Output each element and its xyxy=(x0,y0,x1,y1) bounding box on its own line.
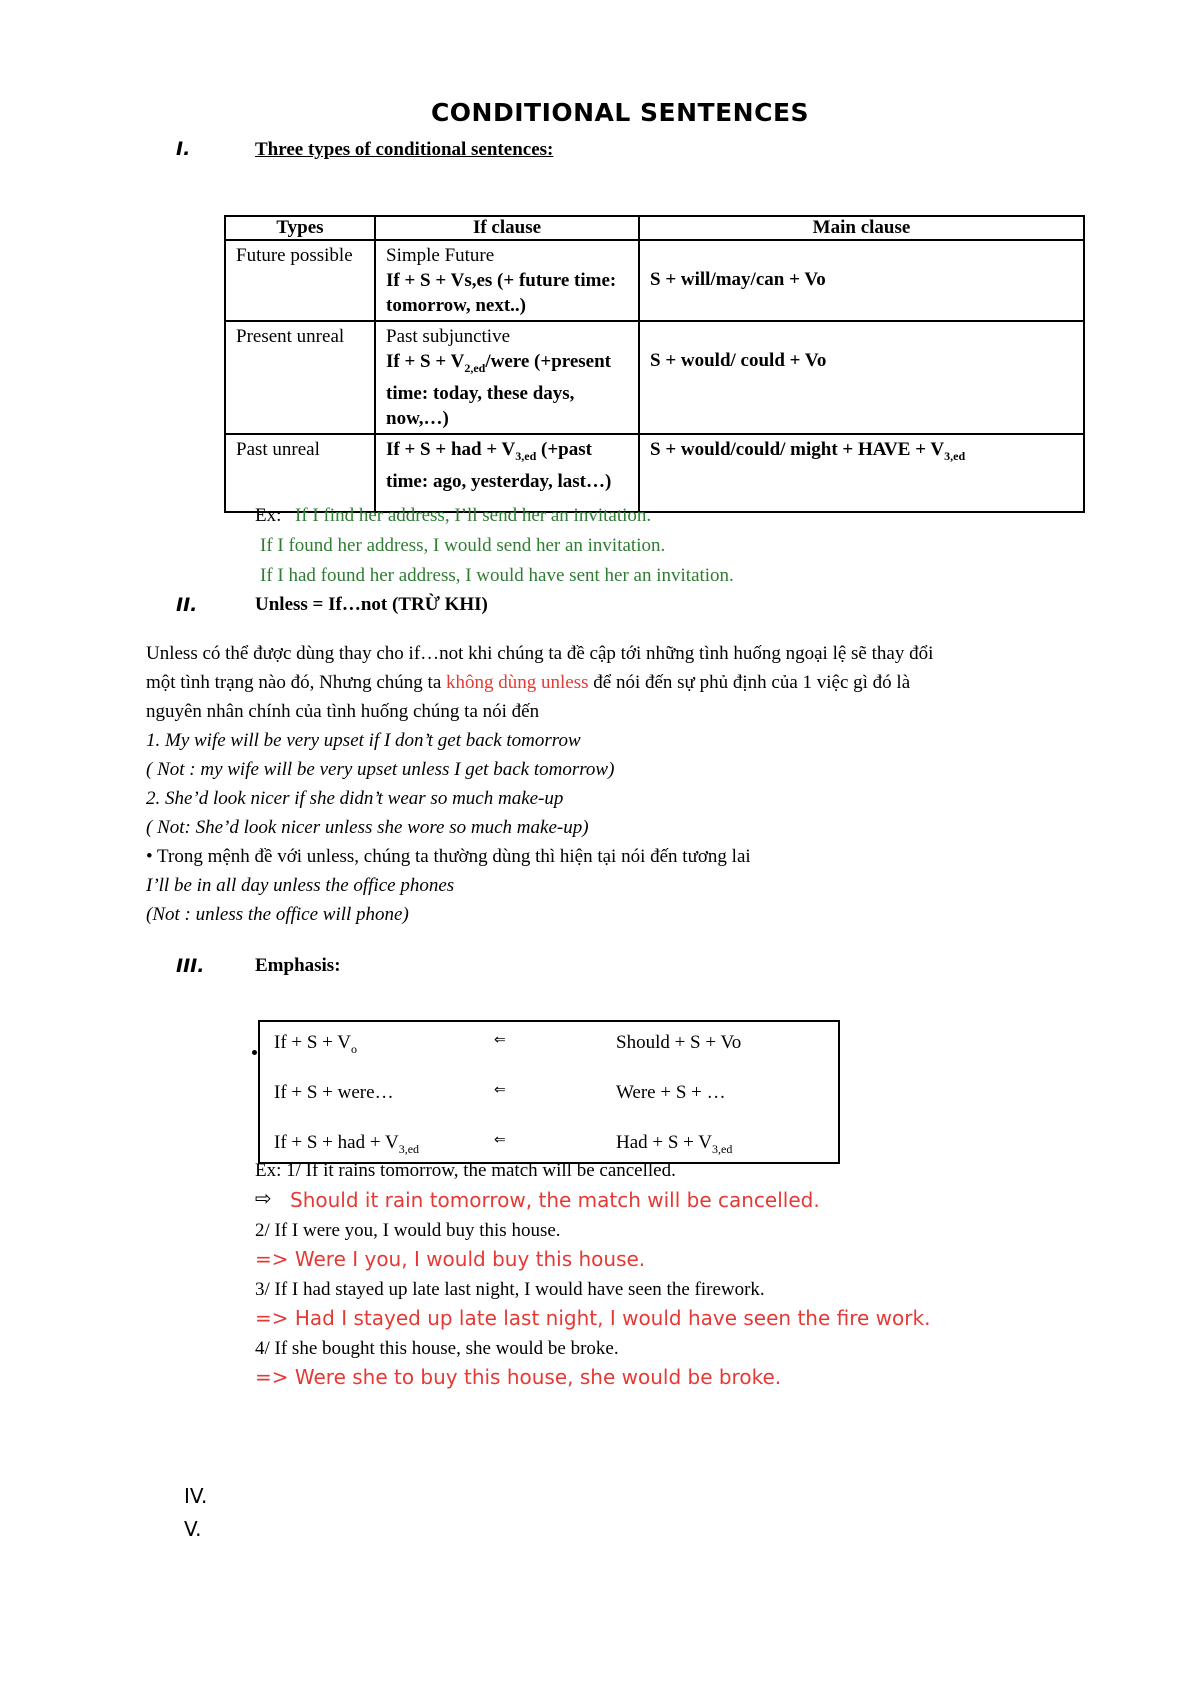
formula-part: Had + S + V xyxy=(616,1132,713,1153)
left-arrow-icon: ⇐ xyxy=(494,1033,506,1048)
formula-subscript: 3,ed xyxy=(515,448,537,463)
emphasis-right xyxy=(616,1082,726,1107)
formula-subscript: 3,ed xyxy=(712,1141,733,1156)
example-line: If I find her address, I’ll send her an invitation. xyxy=(295,505,652,526)
if-clause-title: Past subjunctive xyxy=(386,326,511,347)
if-clause-formula xyxy=(386,349,628,431)
page-title: CONDITIONAL SENTENCES xyxy=(430,98,810,127)
formula-part: Were + S + … xyxy=(616,1082,726,1103)
section-number-5: V. xyxy=(184,1517,202,1541)
section-heading-1: Three types of conditional sentences: xyxy=(255,139,554,160)
emphasis-answer: => Were she to buy this house, she would be broke. xyxy=(255,1365,782,1389)
formula-subscript: 2,ed xyxy=(464,360,486,375)
section-heading-3: Emphasis: xyxy=(255,955,341,976)
if-clause-cell xyxy=(375,434,639,512)
unless-example-note: (Not : unless the office will phone) xyxy=(146,904,409,925)
text-part: một tình trạng nào đó, Nhưng chúng ta xyxy=(146,672,447,693)
emphasis-left xyxy=(274,1132,419,1157)
emphasis-answer: Should it rain tomorrow, the match will be cancelled. xyxy=(290,1188,820,1212)
if-clause-cell xyxy=(375,240,639,321)
emphasis-box xyxy=(258,1020,840,1164)
formula-part: Should + S + Vo xyxy=(616,1032,742,1053)
main-clause-cell xyxy=(639,321,1084,434)
type-text: Future possible xyxy=(236,245,353,266)
formula-part: If + S + V xyxy=(386,351,465,372)
table-row xyxy=(225,434,1084,512)
if-clause-title: Simple Future xyxy=(386,245,495,266)
unless-paragraph-line: Unless có thể được dùng thay cho if…not khi chúng ta đề cập tới những tình huống ngoại lệ sẽ thay đổi xyxy=(146,643,934,664)
emphasis-example: 3/ If I had stayed up late last night, I would have seen the firework. xyxy=(255,1279,765,1300)
emphasis-answer: => Had I stayed up late last night, I would have seen the fire work. xyxy=(255,1306,931,1330)
table-row xyxy=(225,321,1084,434)
formula-part: If + S + had + V xyxy=(274,1132,399,1153)
section-number-4: IV. xyxy=(184,1484,208,1508)
example-label: Ex: xyxy=(255,505,282,526)
table-header: Main clause xyxy=(639,216,1084,240)
formula-part: /were (+present time: today, these days, now,…) xyxy=(386,351,611,429)
section-number-1: I. xyxy=(176,138,191,160)
right-arrow-icon: ⇨ xyxy=(255,1186,272,1210)
formula-part: S + would/could/ might + HAVE + V xyxy=(650,438,945,460)
main-clause-formula: S + would/ could + Vo xyxy=(650,350,827,371)
emphasis-right xyxy=(616,1032,741,1057)
example-line: If I found her address, I would send her an invitation. xyxy=(260,535,666,556)
table-header: If clause xyxy=(375,216,639,240)
section-number-2: II. xyxy=(176,594,198,616)
emphasis-example: Ex: 1/ If it rains tomorrow, the match will be cancelled. xyxy=(255,1160,676,1181)
bullet-dot xyxy=(252,1050,257,1055)
emphasis-left xyxy=(274,1032,357,1057)
table-header-row xyxy=(225,216,1084,240)
emphasis-left xyxy=(274,1082,394,1107)
highlight-text: không dùng unless xyxy=(446,672,589,693)
table-header: Types xyxy=(225,216,375,240)
main-clause-formula: S + will/may/can + Vo xyxy=(650,269,826,290)
formula-subscript: o xyxy=(351,1041,358,1056)
formula-part: If + S + V xyxy=(274,1032,352,1053)
conditional-types-table xyxy=(224,215,1085,513)
formula-subscript: 3,ed xyxy=(398,1141,420,1156)
left-arrow-icon: ⇐ xyxy=(494,1133,506,1148)
example-line: If I had found her address, I would have sent her an invitation. xyxy=(260,565,734,586)
formula-part: If + S + were… xyxy=(274,1082,394,1103)
unless-paragraph-line xyxy=(146,672,910,694)
if-clause-formula: If + S + Vs,es (+ future time: tomorrow, next..) xyxy=(386,270,617,316)
unless-example-note: ( Not : my wife will be very upset unless I get back tomorrow) xyxy=(146,759,615,780)
formula-subscript: 3,ed xyxy=(944,448,966,463)
unless-example: 2. She’d look nicer if she didn’t wear so much make-up xyxy=(146,788,564,809)
type-cell xyxy=(225,240,375,321)
unless-example: I’ll be in all day unless the office phones xyxy=(146,875,455,896)
emphasis-example: 2/ If I were you, I would buy this house. xyxy=(255,1220,561,1241)
if-clause-formula xyxy=(386,437,628,494)
unless-paragraph-line: nguyên nhân chính của tình huống chúng ta nói đến xyxy=(146,701,540,722)
emphasis-answer: => Were I you, I would buy this house. xyxy=(255,1247,646,1271)
main-clause-cell xyxy=(639,434,1084,512)
table-row xyxy=(225,240,1084,321)
emphasis-right xyxy=(616,1132,732,1157)
type-text: Present unreal xyxy=(236,326,345,347)
text-part: để nói đến sự phủ định của 1 việc gì đó là xyxy=(588,672,911,693)
section-number-3: III. xyxy=(176,955,205,977)
type-text: Past unreal xyxy=(236,438,320,460)
if-clause-cell xyxy=(375,321,639,434)
section-heading-2: Unless = If…not (TRỪ KHI) xyxy=(255,594,488,615)
unless-example-note: ( Not: She’d look nicer unless she wore so much make-up) xyxy=(146,817,589,838)
formula-part: If + S + had + V xyxy=(386,438,516,460)
formula-part: (+past time: ago, yesterday, last…) xyxy=(386,438,612,492)
unless-example: 1. My wife will be very upset if I don’t get back tomorrow xyxy=(146,730,581,751)
left-arrow-icon: ⇐ xyxy=(494,1083,506,1098)
type-cell xyxy=(225,321,375,434)
unless-bullet: • Trong mệnh đề với unless, chúng ta thường dùng thì hiện tại nói đến tương lai xyxy=(146,846,751,867)
emphasis-example: 4/ If she bought this house, she would be broke. xyxy=(255,1338,619,1359)
main-clause-cell xyxy=(639,240,1084,321)
type-cell xyxy=(225,434,375,512)
